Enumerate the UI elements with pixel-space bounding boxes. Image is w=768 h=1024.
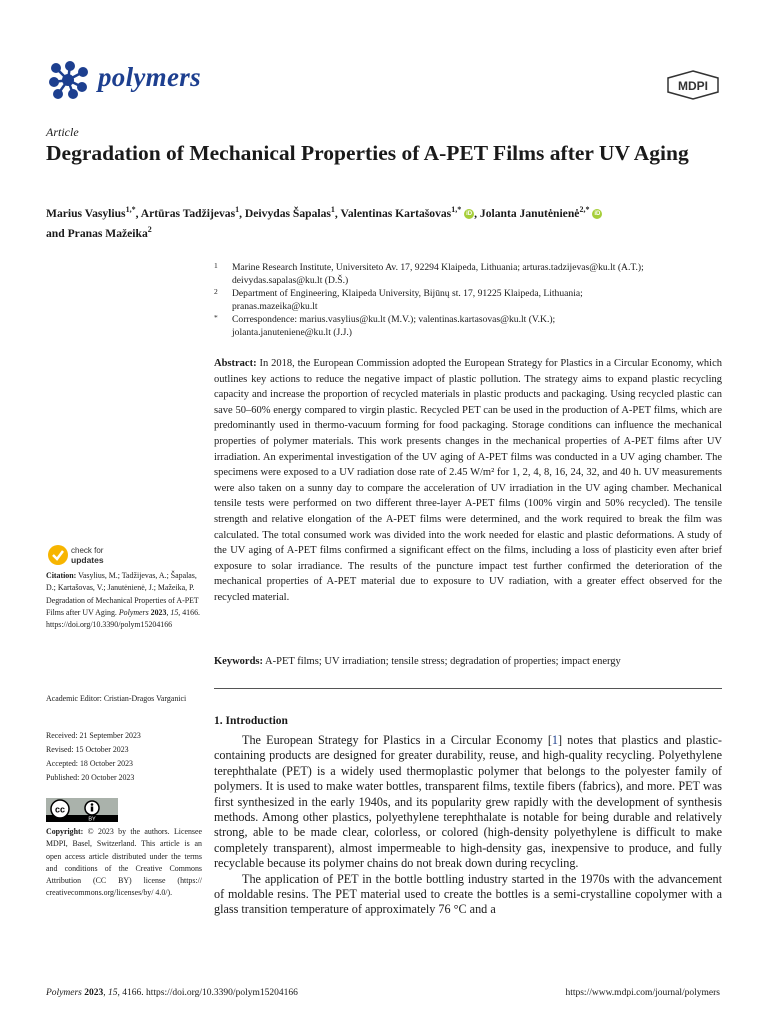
author-name: Marius Vasylius [46,206,126,220]
check-label-2: updates [71,555,104,565]
check-for-updates-badge[interactable] [46,543,126,567]
author-name: , Valentinas Kartašovas [334,206,452,220]
keywords [214,654,722,669]
journal-name: polymers [98,62,201,92]
revised-date: Revised: 15 October 2023 [46,745,129,754]
author-name: , Artūras Tadžijevas [135,206,236,220]
author-name: and Pranas Mažeika [46,226,148,240]
reference-link[interactable]: 1 [551,733,558,747]
divider [214,688,722,689]
section-heading: 1. Introduction [214,715,288,727]
check-label-1: check for [71,546,104,555]
check-icon [48,545,68,565]
orcid-icon[interactable]: iD [594,211,601,218]
orcid-icon[interactable]: iD [466,211,473,218]
accepted-date: Accepted: 18 October 2023 [46,759,133,768]
abstract-text: In 2018, the European Commission adopted the European Strategy for Plastics in a Circular Economy, which outlines key actions to reduce the negative impact of plastic pollution. The strategy aims to expand plastic recycling capacity and increase the proportion of recycled materials in plastic products and packaging. Using recycled plastic can save 50–60% energy compared to virgin plastic. Recycled PET can be used in the production of A-PET films, which are predominantly used in thermo-vacuum forming for food packaging. Storage conditions can influence the mechanical properties of polymer materials. This work presents changes in the mechanical properties of A-PET films after UV irradiation. An experimental investigation of the UV aging of A-PET films was conducted in a UV aging chamber. The specimens were exposed to a UV radiation dose rate of 2.45 W/m² for 1, 2, 4, 8, 16, 24, 32, and 40 h. UV measurements were also taken on a sunny day to compare the acceleration of UV irradiation in the UV aging chamber. Mechanical tensile tests were performed on two different three-layer A-PET films (100% virgin and 50% recycled). The tensile strength and relative elongation of the A-PET films were determined, and the work required to break the film was calculated. The total consumed work was divided into the work needed for elastic and plastic deformations. A study of the UV aging of A-PET films confirmed a significant effect on the films, including a loss of plasticity even after brief exposure to solar irradiance. The results of the puncture impact test further confirmed the deterioration of the mechanical properties of A-PET material due to exposure to UV radiation, with a greater effect observed for the recycled material. [214,358,722,603]
paragraph: The application of PET in the bottle bottling industry started in the 1970s with the advancement of moldable resins. The PET material used to create the bottles is a semi-crystalline copolymer with a glass transition temperature of approximately 76 °C and a [214,871,722,917]
cc-label: BY [88,816,96,822]
footer-citation: Polymers 2023, 15, 4166. https://doi.org/10.3390/polym15204166 [46,988,298,998]
abstract-label: Abstract: [214,358,257,369]
body-text [214,733,722,918]
author-list: Marius Vasylius$^{1,*}$, Artūras Tadžijevas$^1$, Deivydas Šapalas$^1$, Valentinas Kartašovas$^{1,*}$ iD , Jolanta Janutėnienė$^{2,*}$ iD and Pranas Mažeika$^2$ [46,205,601,240]
mdpi-logo-icon [666,70,720,100]
copyright: Copyright: © 2023 by the authors. Licensee MDPI, Basel, Switzerland. This article is an open access article distributed under the terms and conditions of the Creative Commons Attribution (CC BY) license (https:// creativecommons.org/licenses/by/ 4.0/). [46,827,202,898]
footer-url[interactable]: https://www.mdpi.com/journal/polymers [565,988,720,998]
abstract [214,356,722,606]
page-title: Degradation of Mechanical Properties of A-PET Films after UV Aging [46,141,689,165]
keywords-text: A-PET films; UV irradiation; tensile stress; degradation of properties; impact energy [265,656,621,667]
keywords-label: Keywords: [214,656,263,667]
paragraph: The European Strategy for Plastics in a Circular Economy [1] notes that plastics and plastic-containing products are designed for greater durability, reuse, and high-quality recycling. Polyethylene terephthalate (PET) is a widely used thermoplastic polymer that belongs to the polyester family of polymers. It is used to make water bottles, transparent films, textile fibers (fabrics), and more. PET was first synthesized in the early 1940s, and its popularity grew rapidly with the development of synthesis methods. Among other plastics, polyethylene terephthalate is notable for being durable and relatively strong, able to be made clear, colorless, or colored (high-density polyethylene is difficult to make completely transparent), almost impermeable to high-density gas, inexpensive to produce, and fully recyclable because its polymer chains do not break down during recycling. [214,733,722,871]
article-type: Article [46,125,79,139]
received-date: Received: 21 September 2023 [46,731,141,740]
cc-by-license-icon[interactable] [46,798,118,822]
citation: Citation: Vasylius, M.; Tadžijevas, A.; Šapalas, D.; Kartašovas, V.; Janutėnienė, J.; Mažeika, P. Degradation of Mechanical Properties of A-PET Films after UV Aging. Polymers 2023, 15, 4166. https://doi.org/10.3390/polym15204166 [46,571,200,630]
academic-editor: Academic Editor: Cristian-Dragos Varganici [46,694,187,703]
svg-text:cc: cc [54,804,66,815]
polymers-logo-icon [46,60,92,100]
author-name: , Jolanta Janutėnienė [474,206,580,220]
published-date: Published: 20 October 2023 [46,773,135,782]
author-name: , Deivydas Šapalas [239,206,331,220]
publisher-name: MDPI [678,79,708,93]
